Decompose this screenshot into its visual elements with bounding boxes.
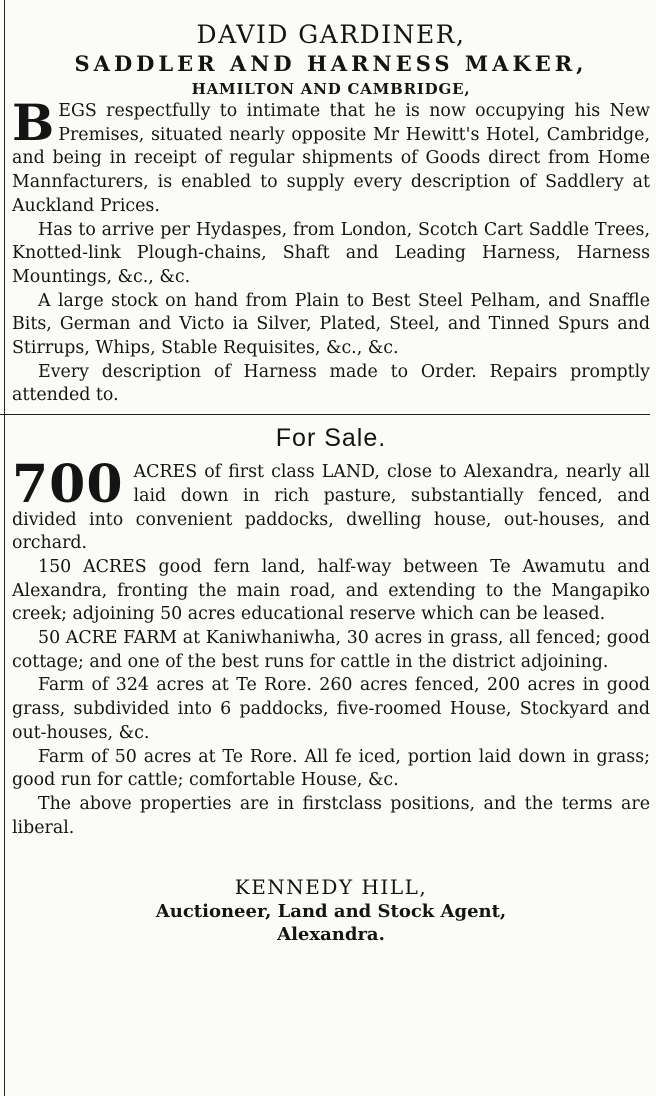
for-sale-advertisement xyxy=(12,421,650,946)
signature-block xyxy=(12,874,650,946)
ad2-paragraph-6: The above properties are in firstclass positions, and the terms are liberal. xyxy=(12,793,650,838)
ad1-paragraph-1 xyxy=(12,93,650,219)
ad1-paragraph-2: Has to arrive per Hydaspes, from London, Scotch Cart Saddle Trees, Knotted-link Plough-chains, Shaft and Leading Harness, Harness Mountings, &c., &c. xyxy=(12,219,650,287)
drop-cap: B xyxy=(12,93,55,152)
ad1-paragraph-4: Every description of Harness made to Order. Repairs promptly attended to. xyxy=(12,361,650,406)
signatory-name: KENNEDY HILL, xyxy=(234,875,428,900)
ad2-paragraph-4: Farm of 324 acres at Te Rore. 260 acres fenced, 200 acres in good grass, subdivided into 6 paddocks, five-roomed House, Stockyard and out-houses, &c. xyxy=(12,675,650,743)
for-sale-heading: For Sale. xyxy=(275,424,387,453)
ad2-paragraph-2: 150 ACRES good fern land, half-way between Te Awamutu and Alexandra, fronting the main road, and extending to the Mangapiko creek; adjoining 50 acres educational reserve which can be leased. xyxy=(12,556,650,625)
advertiser-name: DAVID GARDINER, xyxy=(196,20,466,49)
drop-number: 700 xyxy=(12,454,124,516)
ad1-paragraph-3: A large stock on hand from Plain to Best Steel Pelham, and Snaffle Bits, German and Victo ia Silver, Plated, Steel, and Tinned Spurs and Stirrups, Whips, Stable Requisites, &c., &c. xyxy=(12,290,650,359)
column-rule xyxy=(4,0,5,1096)
signatory-place: Alexandra. xyxy=(277,924,385,946)
ad2-paragraph-1 xyxy=(12,454,650,556)
ad2-paragraph-3: 50 ACRE FARM at Kaniwhaniwha, 30 acres in grass, all fenced; good cottage; and one of the best runs for cattle in the district adjoining. xyxy=(12,628,650,672)
advertiser-trade: SADDLER AND HARNESS MAKER, xyxy=(74,51,588,76)
ad2-paragraph-1-text: ACRES of first class LAND, close to Alexandra, nearly all laid down in rich pasture, substantially fenced, and divided into convenient paddocks, dwelling house, out-houses, and orchard. xyxy=(12,462,650,554)
signatory-role: Auctioneer, Land and Stock Agent, xyxy=(155,901,507,923)
ad2-paragraph-5: Farm of 50 acres at Te Rore. All fe iced, portion laid down in grass; good run for cattle; comfortable House, &c. xyxy=(12,746,650,791)
ad1-paragraph-1-text: EGS respectfully to intimate that he is now occupying his New Premises, situated nearly opposite Mr Hewitt's Hotel, Cambridge, and being in receipt of regular shipments of Goods direct from Home Mannfacturers, is enabled to supply every description of Saddlery at Auckland Prices. xyxy=(12,101,650,216)
saddler-advertisement xyxy=(12,0,650,408)
divider-rule xyxy=(0,414,650,415)
advertiser-towns: HAMILTON AND CAMBRIDGE, xyxy=(191,80,471,98)
